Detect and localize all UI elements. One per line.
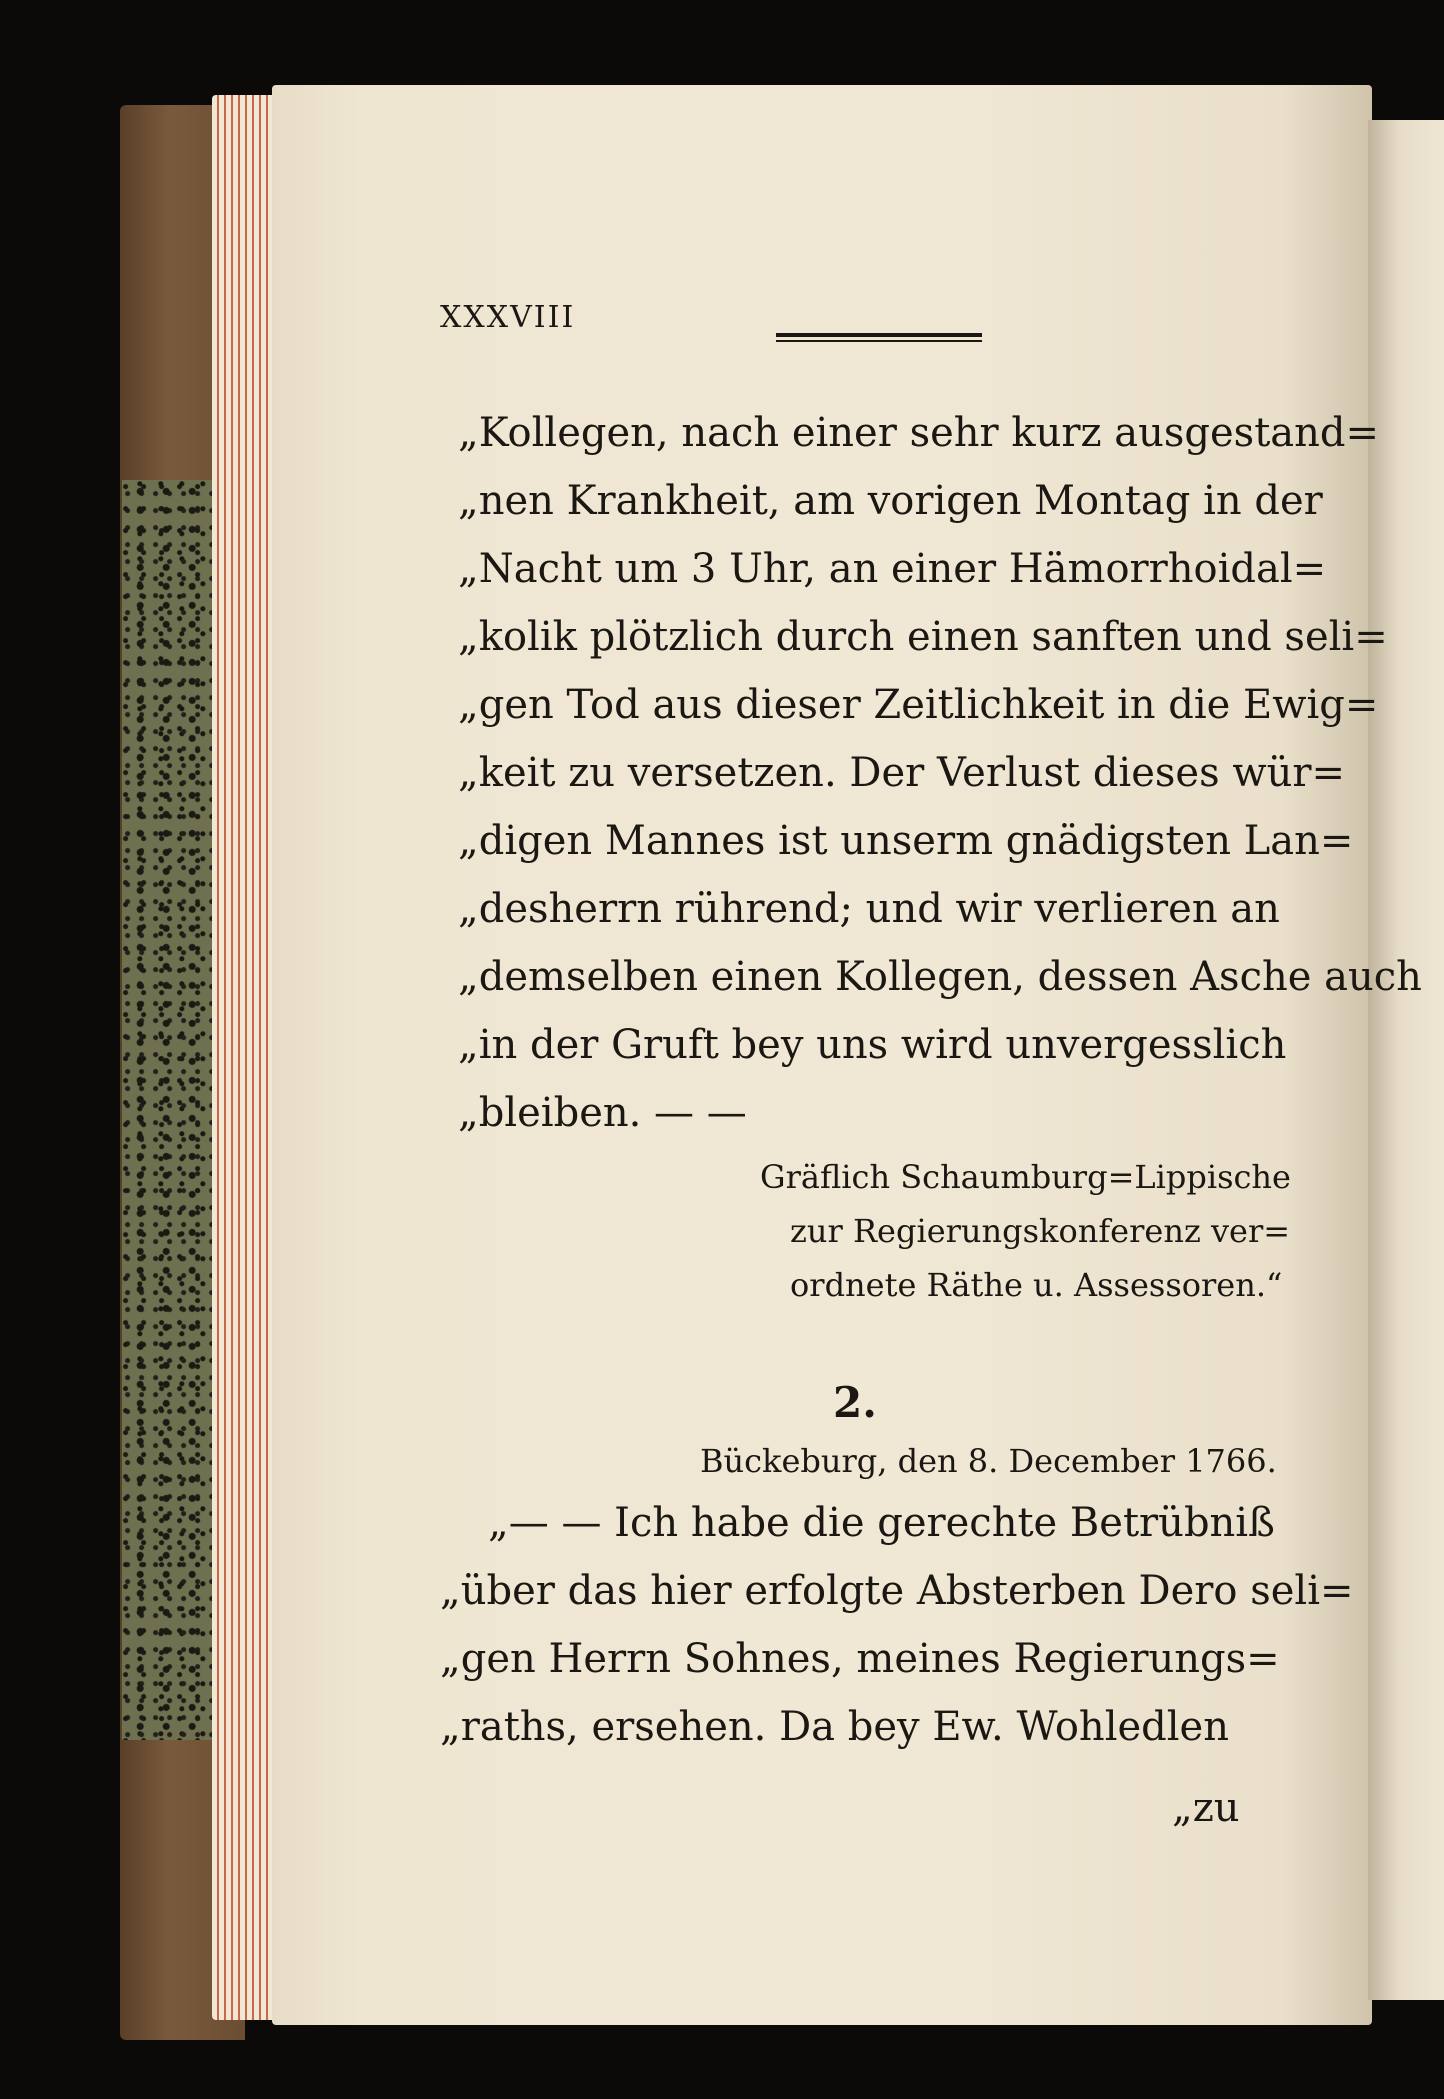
marbled-endpaper — [122, 480, 212, 1740]
body-line: „— — Ich habe die gerechte Betrübniß — [488, 1500, 1275, 1546]
body-line: „bleiben. — — — [458, 1090, 747, 1136]
body-line: „demselben einen Kollegen, dessen Asche auch — [458, 954, 1422, 1000]
signature-line: zur Regierungskonferenz ver= — [790, 1212, 1291, 1250]
body-line: „nen Krankheit, am vorigen Montag in der — [458, 478, 1323, 524]
body-line: „über das hier erfolgte Absterben Dero seli= — [440, 1568, 1354, 1614]
facing-page-edge — [1368, 120, 1444, 2000]
dateline: Bückeburg, den 8. December 1766. — [700, 1442, 1277, 1480]
body-line: „raths, ersehen. Da bey Ew. Wohledlen — [440, 1704, 1229, 1750]
signature-line: Gräflich Schaumburg=Lippische — [760, 1158, 1291, 1196]
body-line: „desherrn rührend; und wir verlieren an — [458, 886, 1280, 932]
body-line: „gen Tod aus dieser Zeitlichkeit in die Ewig= — [458, 682, 1379, 728]
header-rule — [776, 333, 982, 342]
body-line: „in der Gruft bey uns wird unvergesslich — [458, 1022, 1287, 1068]
page-number: XXXVIII — [440, 300, 576, 335]
catchword: „zu — [1172, 1785, 1240, 1831]
body-line: „keit zu versetzen. Der Verlust dieses wür= — [458, 750, 1345, 796]
body-line: „gen Herrn Sohnes, meines Regierungs= — [440, 1636, 1280, 1682]
section-number: 2. — [833, 1378, 877, 1427]
body-line: „Kollegen, nach einer sehr kurz ausgestand= — [458, 410, 1380, 456]
body-line: „Nacht um 3 Uhr, an einer Hämorrhoidal= — [458, 546, 1327, 592]
signature-line: ordnete Räthe u. Assessoren.“ — [790, 1266, 1283, 1304]
body-line: „kolik plötzlich durch einen sanften und seli= — [458, 614, 1388, 660]
body-line: „digen Mannes ist unserm gnädigsten Lan= — [458, 818, 1354, 864]
